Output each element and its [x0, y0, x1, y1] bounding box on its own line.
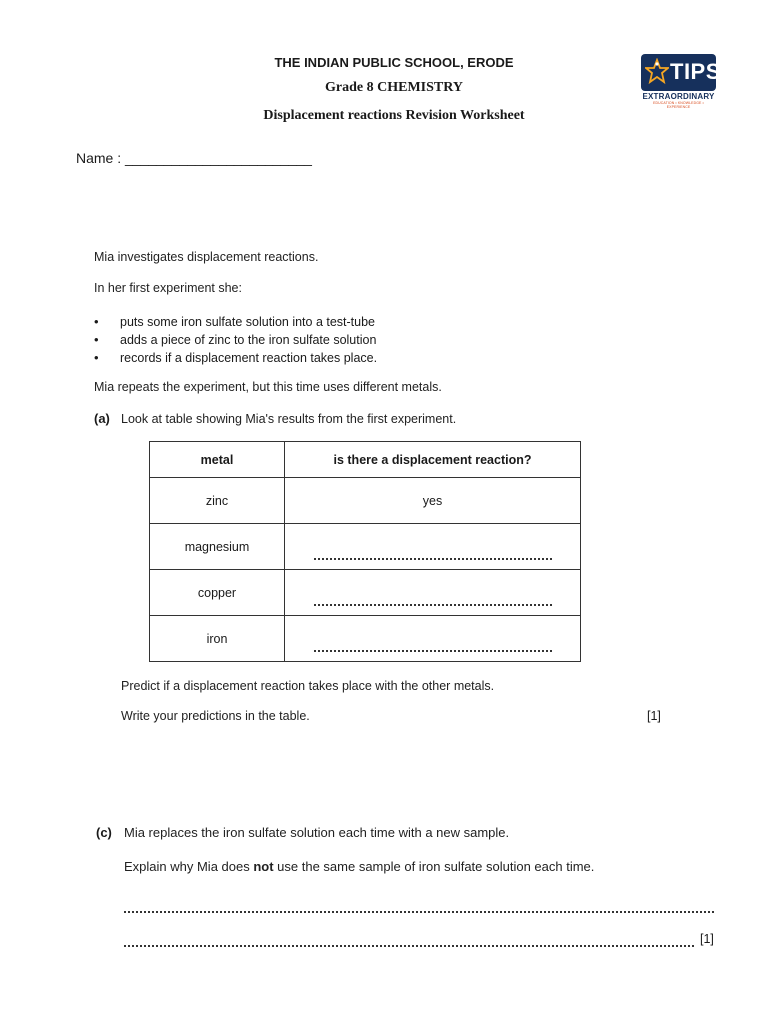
experiment-steps: [94, 313, 377, 367]
explain-text-start: Explain why Mia does: [124, 859, 254, 874]
question-a-marks: [1]: [647, 709, 661, 723]
answer-cell[interactable]: [285, 570, 581, 616]
answer-line[interactable]: [124, 944, 694, 947]
answer-cell: yes: [285, 478, 581, 524]
column-header-reaction: is there a displacement reaction?: [285, 442, 581, 478]
metal-cell: zinc: [150, 478, 285, 524]
logo-text: TIPS: [670, 59, 721, 84]
answer-cell[interactable]: [285, 616, 581, 662]
question-c-text: Mia replaces the iron sulfate solution each time with a new sample.: [124, 825, 510, 840]
table-row: [150, 616, 581, 662]
table-row: [150, 570, 581, 616]
answer-line[interactable]: [124, 910, 714, 913]
question-c-explain: [124, 859, 594, 874]
explain-text-emphasis: not: [253, 859, 274, 874]
name-label: Name :: [76, 150, 126, 166]
answer-line[interactable]: [314, 638, 552, 652]
intro-paragraph-3: Mia repeats the experiment, but this time uses different metals.: [94, 380, 442, 394]
worksheet-title: Displacement reactions Revision Worksheet: [263, 108, 525, 123]
name-field[interactable]: [76, 150, 312, 166]
school-name: THE INDIAN PUBLIC SCHOOL, ERODE: [274, 55, 514, 70]
metal-cell: copper: [150, 570, 285, 616]
intro-paragraph-2: In her first experiment she:: [94, 281, 242, 295]
list-item: • adds a piece of zinc to the iron sulfate solution: [94, 331, 377, 349]
logo-subtagline: EDUCATION • KNOWLEDGE • EXPERIENCE: [653, 101, 704, 109]
name-blank[interactable]: ________________________: [125, 150, 312, 166]
table-header-row: [150, 442, 581, 478]
metal-cell: iron: [150, 616, 285, 662]
star-icon: [645, 58, 669, 86]
answer-line[interactable]: [314, 546, 552, 560]
results-table: [149, 441, 581, 662]
table-row: [150, 478, 581, 524]
question-c-marks: [1]: [700, 932, 714, 946]
intro-paragraph-1: Mia investigates displacement reactions.: [94, 250, 319, 264]
question-a-text: Look at table showing Mia's results from the first experiment.: [121, 412, 457, 426]
predict-instruction: Predict if a displacement reaction takes place with the other metals.: [121, 679, 495, 693]
explain-text-end: use the same sample of iron sulfate solution each time.: [273, 859, 595, 874]
metal-cell: magnesium: [150, 524, 285, 570]
write-instruction: Write your predictions in the table.: [121, 709, 310, 723]
table-row: [150, 524, 581, 570]
logo-badge: [641, 54, 721, 91]
grade-subject: Grade 8 CHEMISTRY: [325, 80, 463, 95]
answer-line[interactable]: [314, 592, 552, 606]
list-item: • puts some iron sulfate solution into a test-tube: [94, 313, 377, 331]
question-a-label: (a): [94, 411, 110, 426]
logo-tagline: EXTRAORDINARY: [642, 92, 715, 101]
question-c-label: (c): [96, 825, 112, 840]
answer-cell[interactable]: [285, 524, 581, 570]
list-item: • records if a displacement reaction takes place.: [94, 349, 377, 367]
column-header-metal: metal: [150, 442, 285, 478]
tips-logo: [641, 54, 721, 109]
